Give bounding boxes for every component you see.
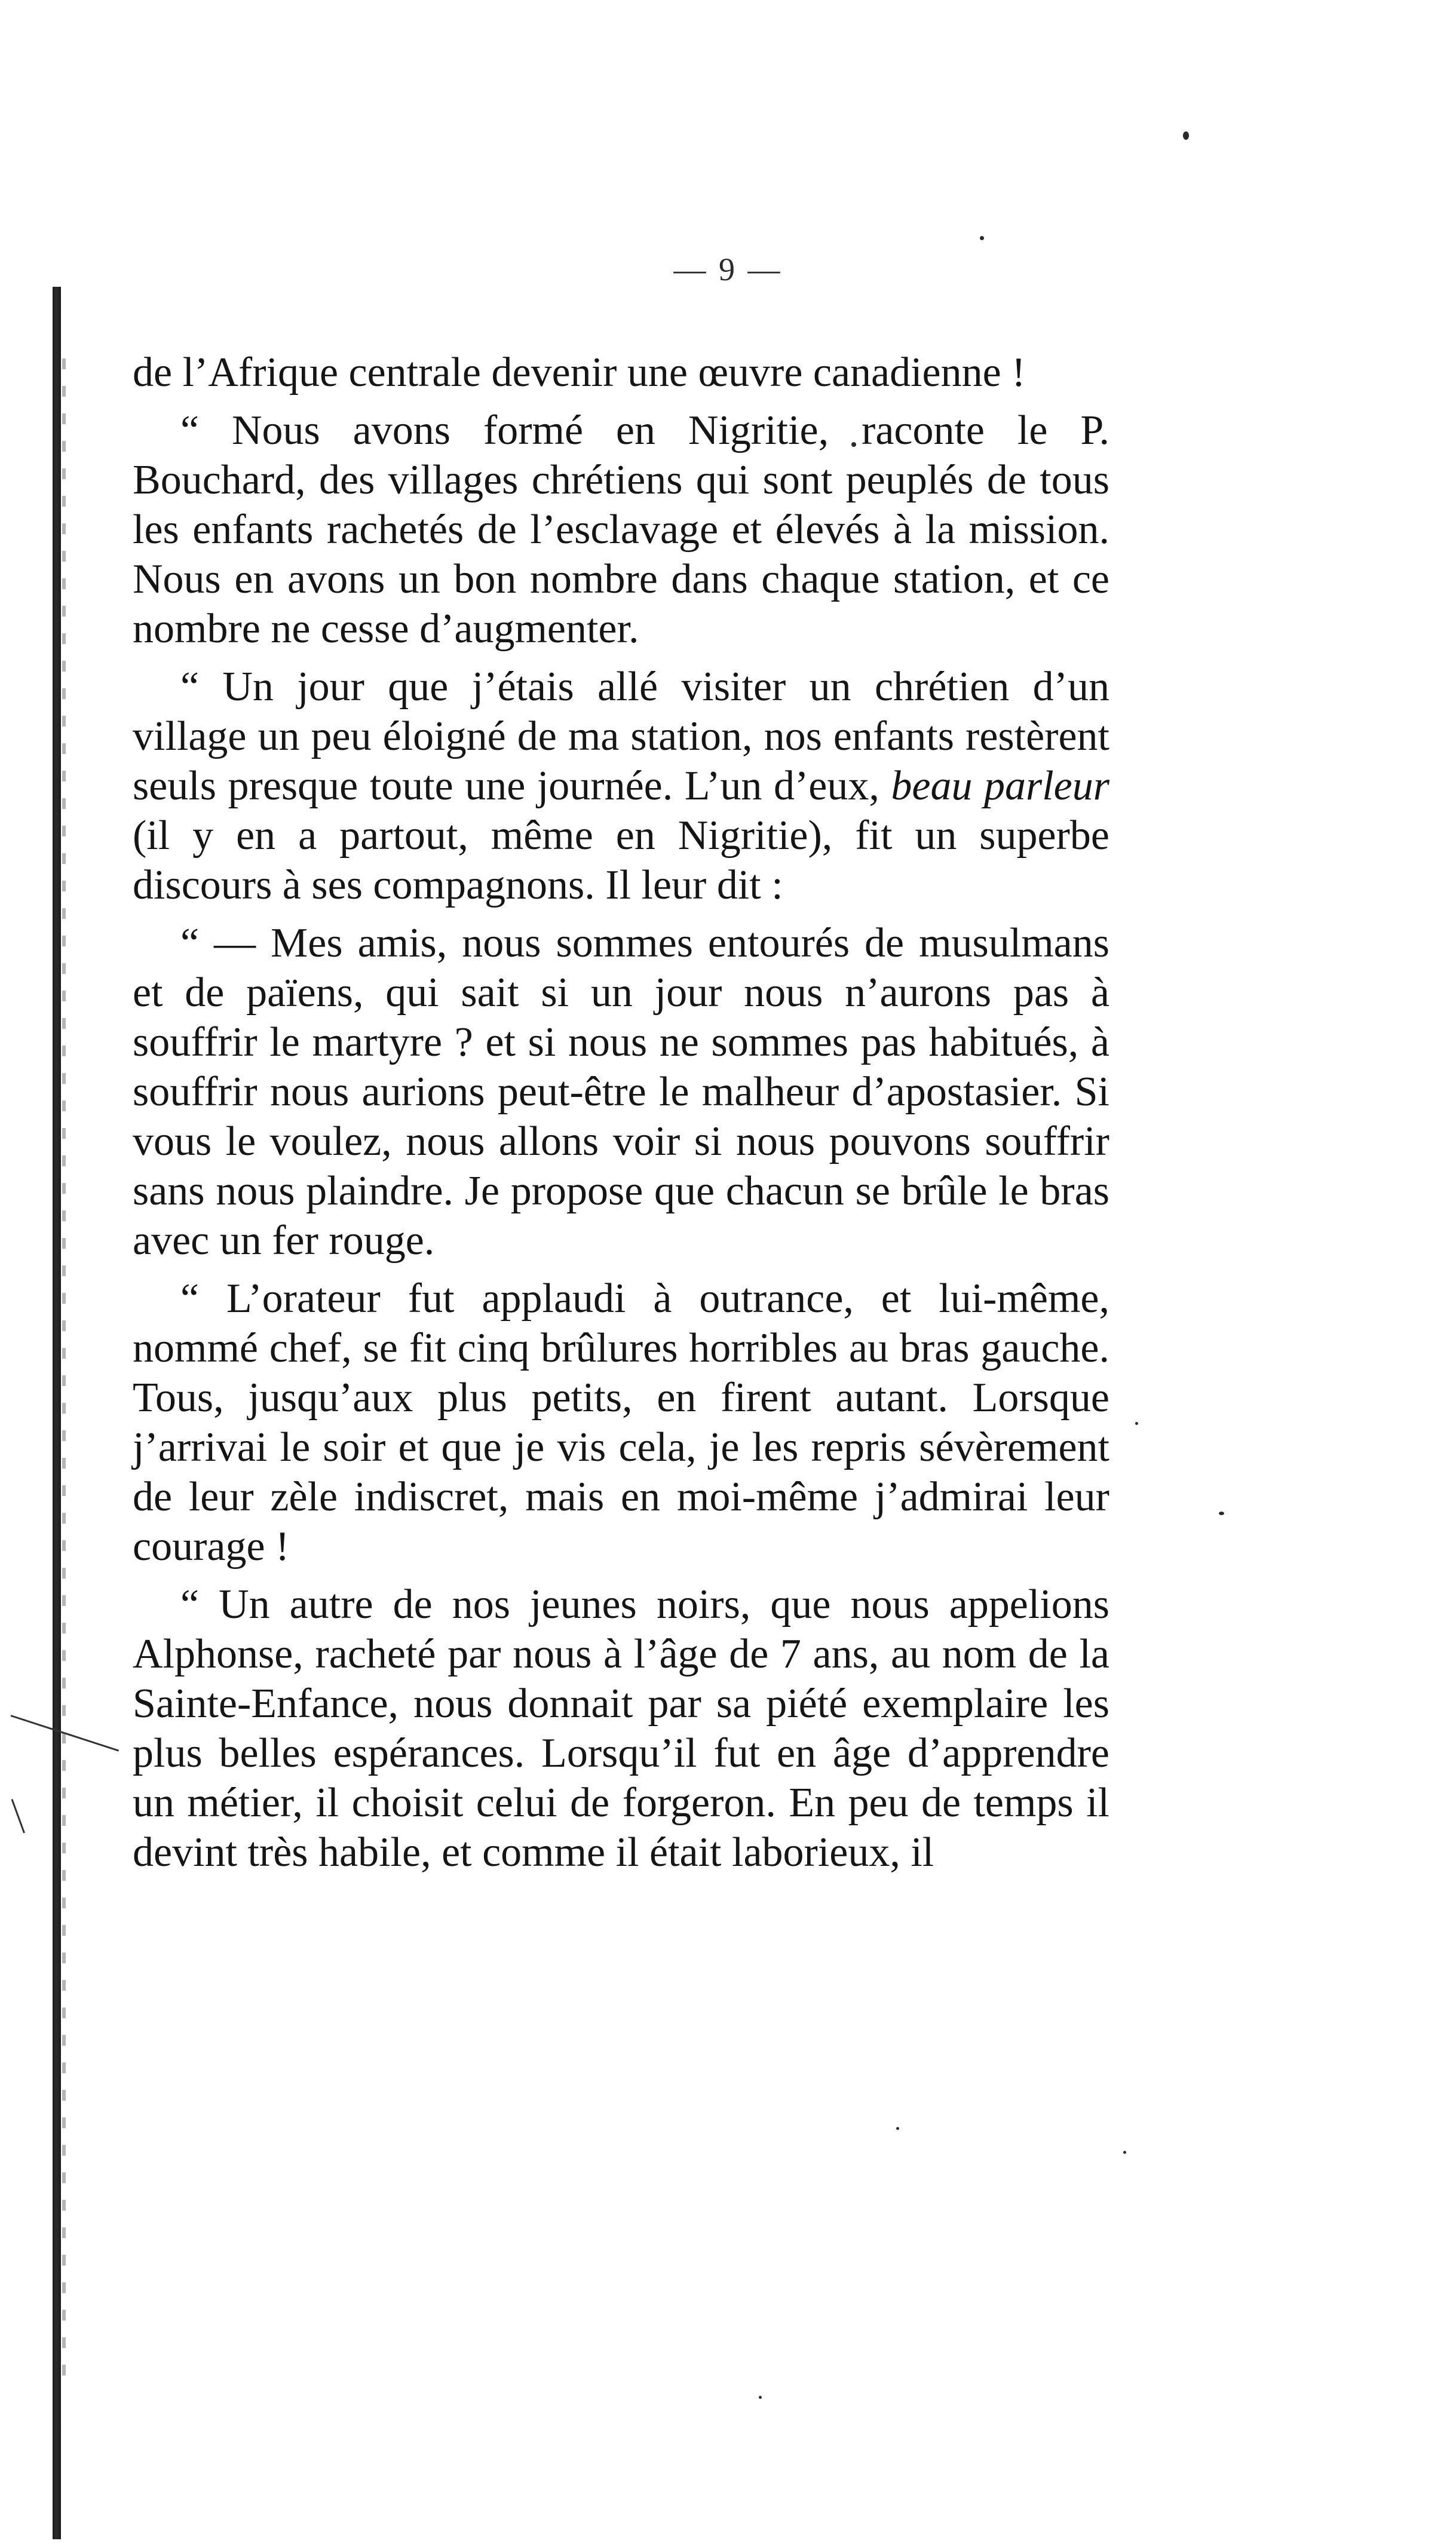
page-speck <box>1135 1422 1138 1425</box>
binding-edge-shadow <box>53 287 61 2539</box>
page-speck <box>896 2127 899 2130</box>
paragraph-continued: de l’Afrique centrale devenir une œuvre canadienne ! <box>133 350 1026 396</box>
paragraph-text: “ Un jour que j’étais allé visiter un chrétien d’un village un peu éloigné de ma station, nos enfants restèrent seuls presque toute une journée. L’un d’eux, <box>133 664 1109 809</box>
paragraph: “ L’orateur fut applaudi à outrance, et lui-même, nommé chef, se fit cinq brûlures horribles au bras gauche. Tous, jusqu’aux plus petits, en firent autant. Lorsque j’arrivai le soir et que je vis cela, je les repris sévèrement de leur zèle indiscret, mais en moi-même j’admirai leur courage ! <box>133 1276 1109 1570</box>
page-number: — 9 — <box>673 252 783 287</box>
italic-phrase: beau parleur <box>891 763 1109 809</box>
binding-edge-texture <box>62 358 66 2390</box>
page-speck <box>1123 2151 1126 2154</box>
page-speck <box>980 236 984 240</box>
paragraph: “ Nous avons formé en Nigritie, raconte le P. Bouchard, des villages chrétiens qui sont peuplés de tous les enfants rachetés de l’esclavage et élevés à la mission. Nous en avons un bon nombre dans chaque station, et ce nombre ne cesse d’augmenter. <box>133 407 1109 652</box>
pencil-margin-mark <box>11 1799 25 1833</box>
paragraph-text: (il y en a partout, même en Nigritie), fit un superbe discours à ses compagnons. Il leur dit : <box>133 813 1109 908</box>
paragraph: “ Un autre de nos jeunes noirs, que nous appelions Alphonse, racheté par nous à l’âge de 7 ans, au nom de la Sainte-Enfance, nous donnait par sa piété exemplaire les plus belles espérances. Lorsqu’il fut en âge d’apprendre un métier, il choisit celui de forgeron. En peu de temps il devint très habile, et comme il était laborieux, il <box>133 1581 1109 1875</box>
page-speck <box>1183 131 1189 140</box>
page-speck <box>759 2396 762 2399</box>
body-text <box>133 348 1109 1877</box>
page-speck <box>1219 1512 1224 1515</box>
paragraph <box>133 662 1109 910</box>
paragraph: “ — Mes amis, nous sommes entourés de musulmans et de païens, qui sait si un jour nous n’aurons pas à souffrir le martyre ? et si nous ne sommes pas habitués, à souffrir nous aurions peut-être le malheur d’apostasier. Si vous le voulez, nous allons voir si nous pouvons souffrir sans nous plaindre. Je propose que chacun se brûle le bras avec un fer rouge. <box>133 920 1109 1264</box>
